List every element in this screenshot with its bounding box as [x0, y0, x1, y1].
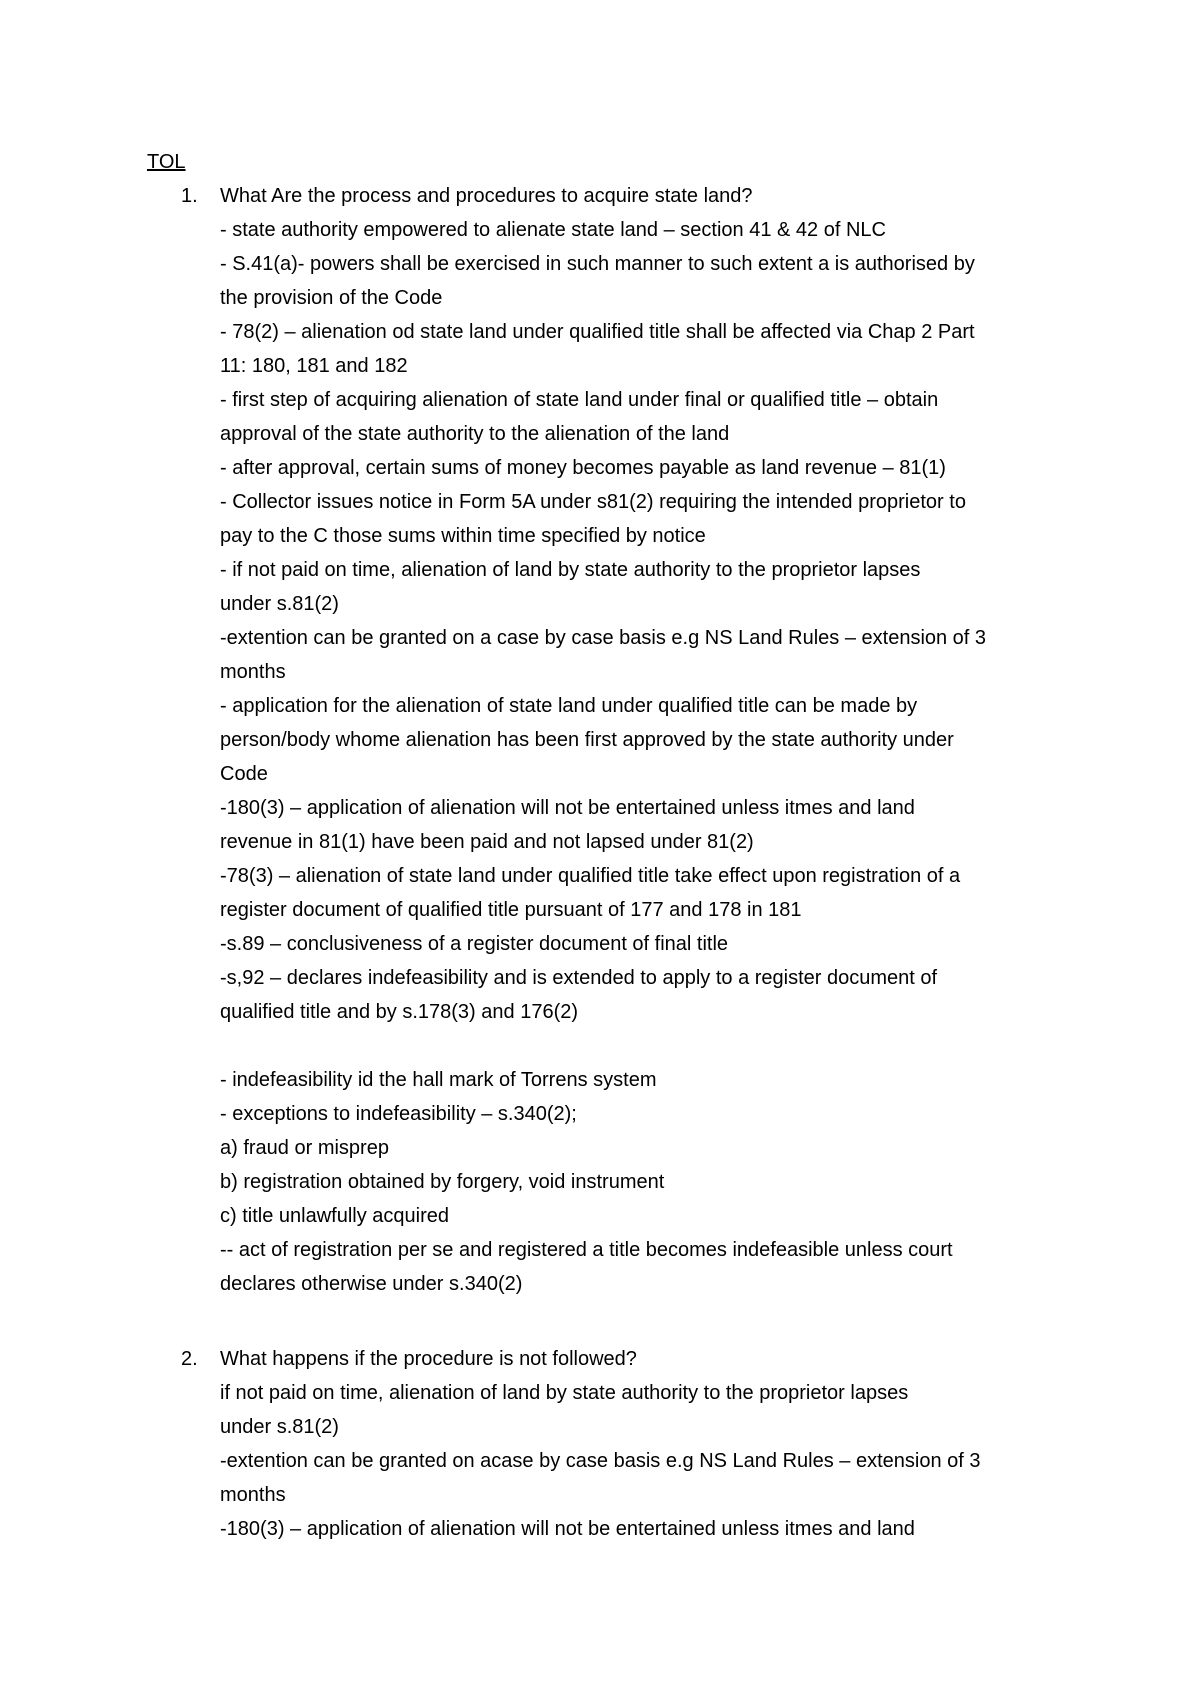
body-line: the provision of the Code	[220, 287, 443, 309]
body-line: Code	[220, 763, 268, 785]
list-item: c) title unlawfully acquired	[220, 1205, 449, 1227]
question-number: 1.	[181, 185, 198, 207]
body-line: under s.81(2)	[220, 593, 339, 615]
body-line: declares otherwise under s.340(2)	[220, 1273, 523, 1295]
question-heading: What Are the process and procedures to acquire state land?	[220, 185, 753, 207]
body-line: register document of qualified title pursuant of 177 and 178 in 181	[220, 899, 802, 921]
question-number: 2.	[181, 1348, 198, 1370]
body-line: under s.81(2)	[220, 1416, 339, 1438]
body-line: -180(3) – application of alienation will not be entertained unless itmes and land	[220, 1518, 915, 1540]
body-line: revenue in 81(1) have been paid and not lapsed under 81(2)	[220, 831, 754, 853]
body-line: -s,92 – declares indefeasibility and is extended to apply to a register document of	[220, 967, 938, 989]
question-body	[220, 179, 1080, 1301]
body-line: person/body whome alienation has been first approved by the state authority under	[220, 729, 954, 751]
question-body	[220, 1342, 1080, 1546]
body-line: -extention can be granted on a case by case basis e.g NS Land Rules – extension of 3	[220, 627, 987, 649]
document-title: TOL	[147, 151, 186, 173]
body-line: - S.41(a)- powers shall be exercised in such manner to such extent a is authorised by	[220, 253, 975, 275]
body-line: -- act of registration per se and registered a title becomes indefeasible unless court	[220, 1239, 953, 1261]
body-line: - state authority empowered to alienate state land – section 41 & 42 of NLC	[220, 219, 886, 241]
body-line: -extention can be granted on acase by case basis e.g NS Land Rules – extension of 3	[220, 1450, 981, 1472]
body-line: - Collector issues notice in Form 5A under s81(2) requiring the intended proprietor to	[220, 491, 966, 513]
question-heading: What happens if the procedure is not followed?	[220, 1348, 637, 1370]
body-line: - indefeasibility id the hall mark of Torrens system	[220, 1069, 657, 1091]
body-line: -180(3) – application of alienation will not be entertained unless itmes and land	[220, 797, 915, 819]
blank-line	[220, 1029, 1080, 1063]
body-line: if not paid on time, alienation of land by state authority to the proprietor lapses	[220, 1382, 909, 1404]
body-line: - exceptions to indefeasibility – s.340(2);	[220, 1103, 577, 1125]
body-line: pay to the C those sums within time specified by notice	[220, 525, 706, 547]
body-line: qualified title and by s.178(3) and 176(2)	[220, 1001, 579, 1023]
body-line: months	[220, 1484, 286, 1506]
body-line: -78(3) – alienation of state land under qualified title take effect upon registration of a	[220, 865, 961, 887]
body-line: months	[220, 661, 286, 683]
body-line: - first step of acquiring alienation of state land under final or qualified title – obtain	[220, 389, 939, 411]
body-line: 11: 180, 181 and 182	[220, 355, 408, 377]
body-line: - after approval, certain sums of money becomes payable as land revenue – 81(1)	[220, 457, 946, 479]
body-line: -s.89 – conclusiveness of a register document of final title	[220, 933, 729, 955]
body-line: - 78(2) – alienation od state land under qualified title shall be affected via Chap 2 Part	[220, 321, 975, 343]
list-item: b) registration obtained by forgery, void instrument	[220, 1171, 665, 1193]
body-line: approval of the state authority to the alienation of the land	[220, 423, 730, 445]
body-line: - application for the alienation of state land under qualified title can be made by	[220, 695, 918, 717]
list-item: a) fraud or misprep	[220, 1137, 389, 1159]
body-line: - if not paid on time, alienation of land by state authority to the proprietor lapses	[220, 559, 921, 581]
